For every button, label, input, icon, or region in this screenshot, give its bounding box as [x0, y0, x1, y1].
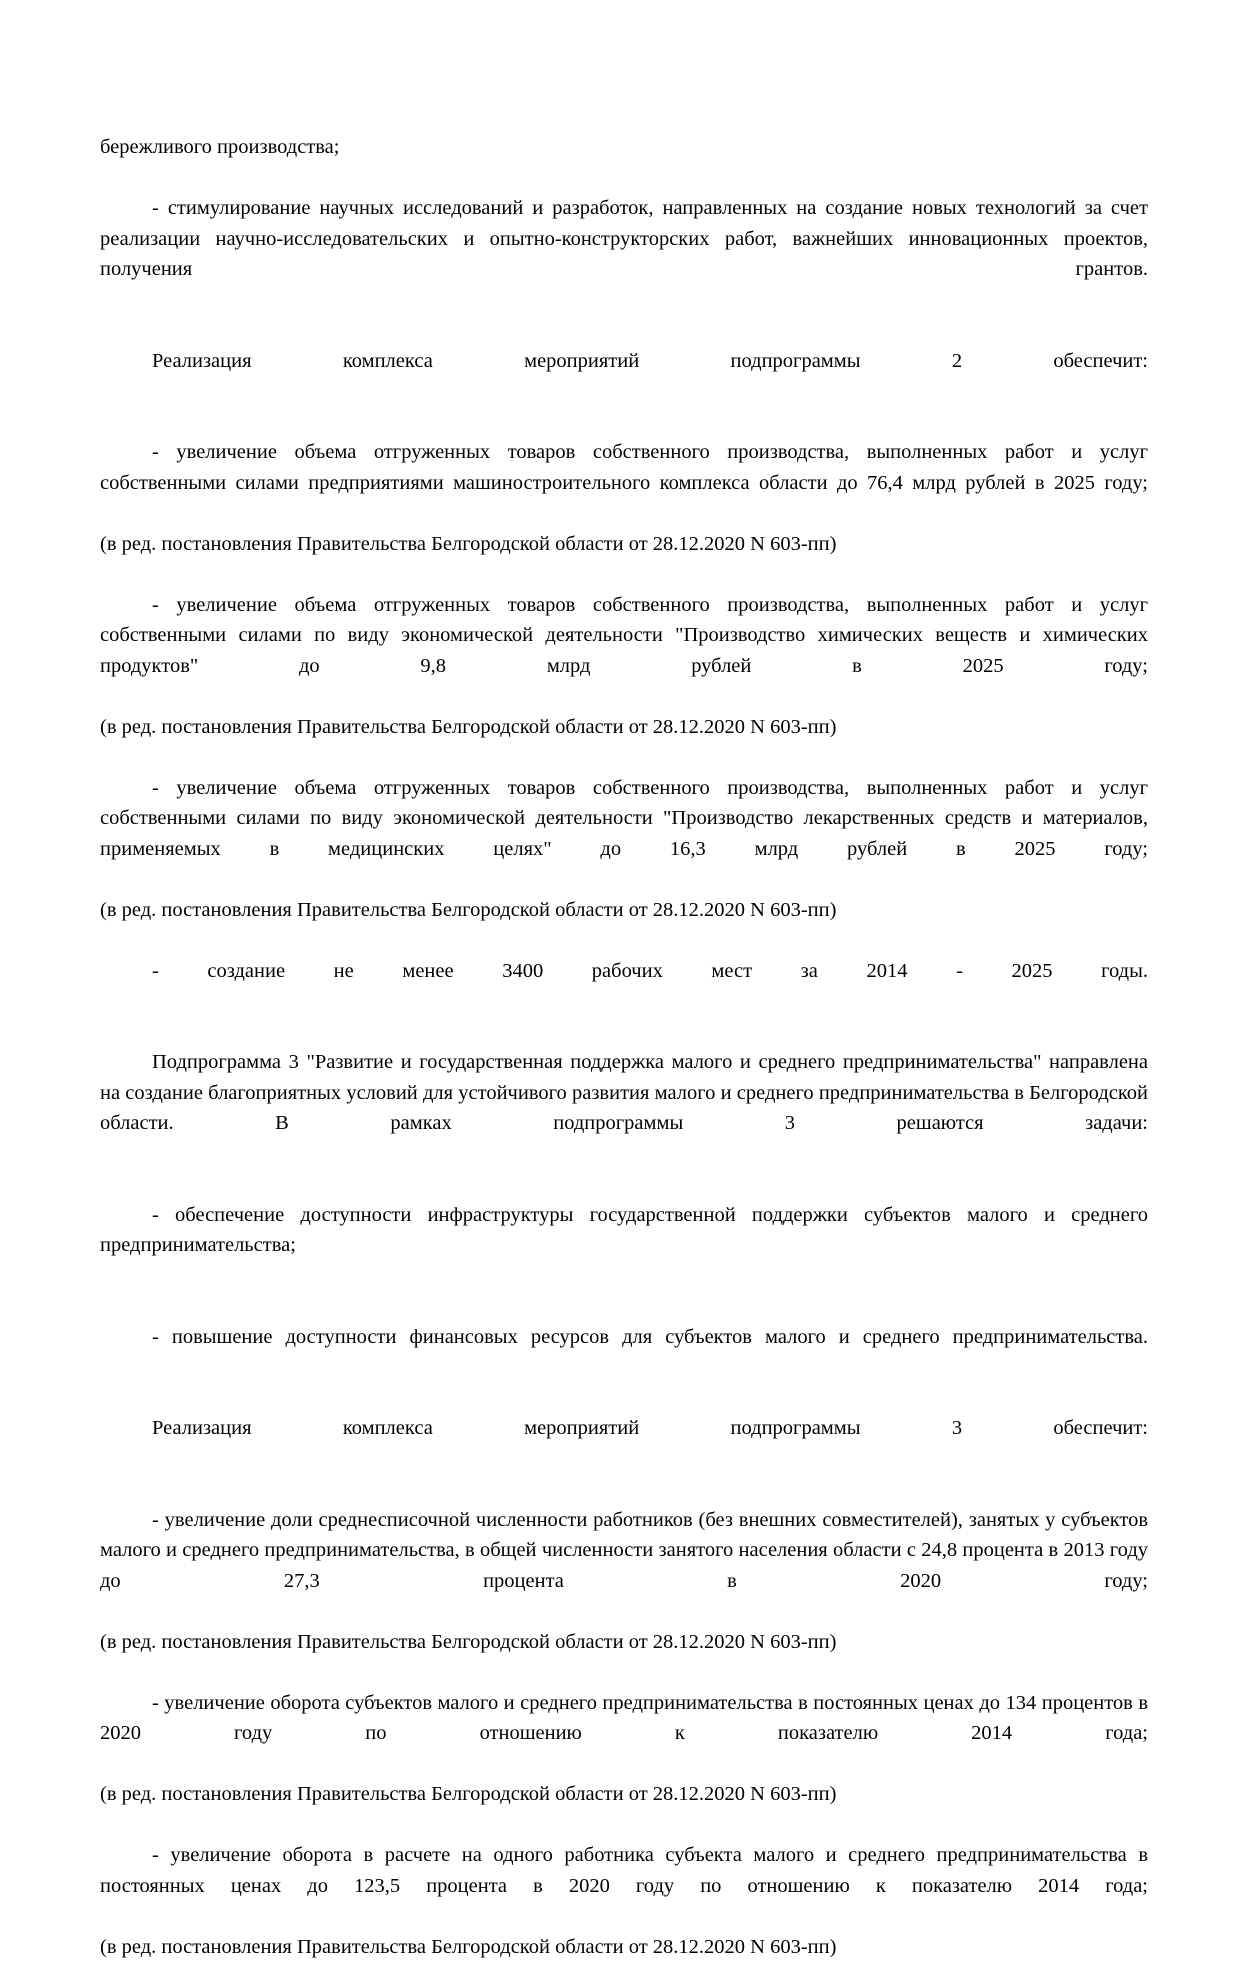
paragraph-lekarstvennye-sredstva: - увеличение объема отгруженных товаров собственного производства, выполненных работ и услуг собственными силами по виду экономической деятельности "Производство лекарственных средств и материалов, применяемых в медицинских целях" до 16,3 млрд рублей в 2025 году;: [100, 773, 1148, 895]
paragraph-mashinostroitelnyy-kompleks: - увеличение объема отгруженных товаров собственного производства, выполненных работ и услуг собственными силами предприятиями машиностроительного комплекса области до 76,4 млрд рублей в 2025 году;: [100, 437, 1148, 529]
paragraph-realizaciya-podprogrammy-2: Реализация комплекса мероприятий подпрограммы 2 обеспечит:: [100, 346, 1148, 407]
paragraph-sozdanie-rabochih-mest: - создание не менее 3400 рабочих мест за 2014 - 2025 годы.: [100, 956, 1148, 1017]
paragraph-spacer: [100, 1383, 1148, 1414]
paragraph-spacer: [100, 407, 1148, 438]
paragraph-spacer: [100, 1291, 1148, 1322]
paragraph-spacer: [100, 925, 1148, 956]
paragraph-dostupnost-finansovyh-resursov: - повышение доступности финансовых ресурсов для субъектов малого и среднего предпринимательства.: [100, 1322, 1148, 1383]
paragraph-spacer: [100, 1657, 1148, 1688]
paragraph-spacer: [100, 1017, 1148, 1048]
amendment-note: (в ред. постановления Правительства Белгородской области от 28.12.2020 N 603-пп): [100, 1932, 1148, 1962]
paragraph-spacer: [100, 559, 1148, 590]
paragraph-oborot-na-rabotnika: - увеличение оборота в расчете на одного работника субъекта малого и среднего предпринимательства в постоянных ценах до 123,5 процента в 2020 году по отношению к показателю 2014 года;: [100, 1840, 1148, 1932]
paragraph-spacer: [100, 742, 1148, 773]
paragraph-spacer: [100, 1169, 1148, 1200]
paragraph-continuation: бережливого производства;: [100, 132, 1148, 163]
amendment-note: (в ред. постановления Правительства Белгородской области от 28.12.2020 N 603-пп): [100, 712, 1148, 743]
paragraph-spacer: [100, 315, 1148, 346]
paragraph-spacer: [100, 1474, 1148, 1505]
amendment-note: (в ред. постановления Правительства Белгородской области от 28.12.2020 N 603-пп): [100, 1627, 1148, 1658]
paragraph-realizaciya-podprogrammy-3: Реализация комплекса мероприятий подпрограммы 3 обеспечит:: [100, 1413, 1148, 1474]
amendment-note: (в ред. постановления Правительства Белгородской области от 28.12.2020 N 603-пп): [100, 529, 1148, 560]
paragraph-himicheskie-veshchestva: - увеличение объема отгруженных товаров собственного производства, выполненных работ и услуг собственными силами по виду экономической деятельности "Производство химических веществ и химических продуктов" до 9,8 млрд рублей в 2025 году;: [100, 590, 1148, 712]
paragraph-podprogramma-3: Подпрограмма 3 "Развитие и государственная поддержка малого и среднего предпринимательства" направлена на создание благоприятных условий для устойчивого развития малого и среднего предпринимательства в Белгородской области. В рамках подпрограммы 3 решаются задачи:: [100, 1047, 1148, 1169]
paragraph-spacer: [100, 1810, 1148, 1841]
amendment-note: (в ред. постановления Правительства Белгородской области от 28.12.2020 N 603-пп): [100, 1779, 1148, 1810]
paragraph-srednespisochnaya-chislennost: - увеличение доли среднесписочной численности работников (без внешних совместителей), занятых у субъектов малого и среднего предпринимательства, в общей численности занятого населения области с 24,8 процента в 2013 году до 27,3 процента в 2020 году;: [100, 1505, 1148, 1627]
document-text-body: [100, 132, 1148, 1962]
paragraph-dostupnost-infrastruktury: - обеспечение доступности инфраструктуры государственной поддержки субъектов малого и среднего предпринимательства;: [100, 1200, 1148, 1292]
amendment-note: (в ред. постановления Правительства Белгородской области от 28.12.2020 N 603-пп): [100, 895, 1148, 926]
paragraph-spacer: [100, 163, 1148, 194]
paragraph-oborot-subektov: - увеличение оборота субъектов малого и среднего предпринимательства в постоянных ценах до 134 процентов в 2020 году по отношению к показателю 2014 года;: [100, 1688, 1148, 1780]
paragraph-stimulirovanie: - стимулирование научных исследований и разработок, направленных на создание новых технологий за счет реализации научно-исследовательских и опытно-конструкторских работ, важнейших инновационных проектов, получения грантов.: [100, 193, 1148, 315]
